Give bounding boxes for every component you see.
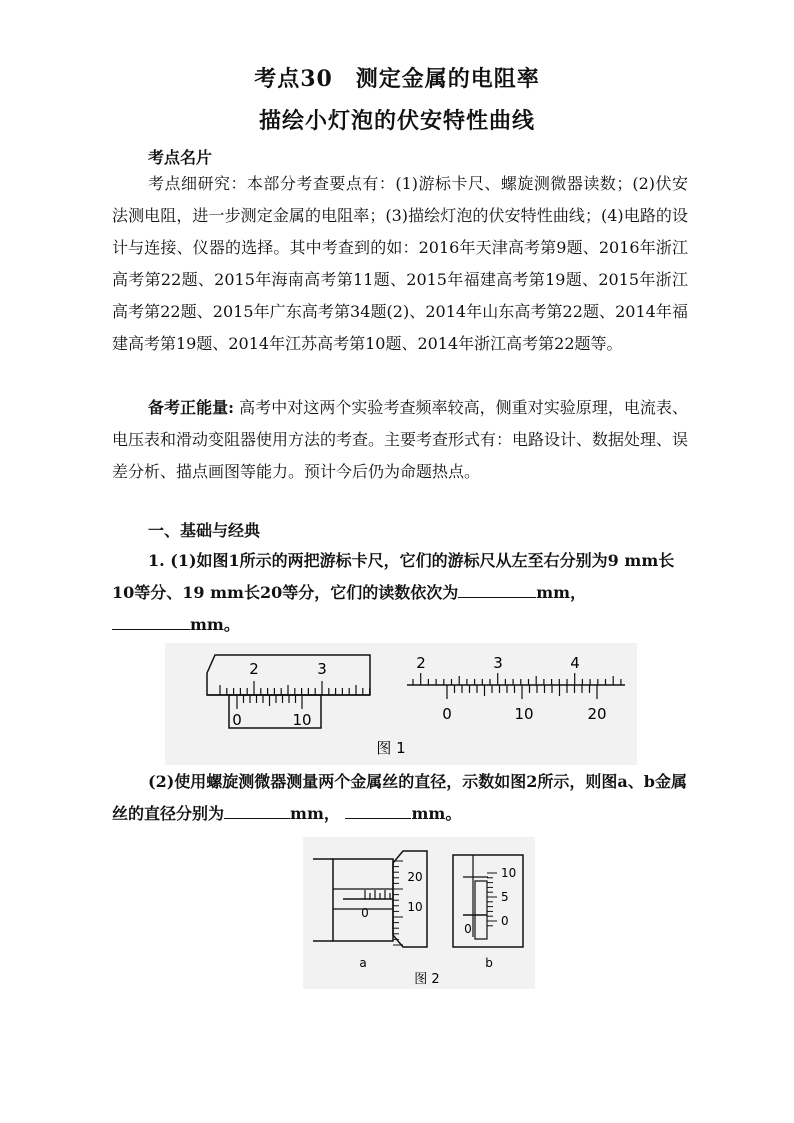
left-main-label: 3	[317, 660, 327, 678]
section-label: 考点名片	[148, 148, 213, 167]
micrometer-diagram	[303, 837, 535, 989]
question-1	[112, 545, 692, 641]
question-2	[112, 766, 692, 830]
answer-blank-1[interactable]	[458, 583, 536, 598]
prep-paragraph	[112, 392, 688, 488]
title-line-2: 描绘小灯泡的伏安特性曲线	[258, 108, 535, 134]
answer-blank-4[interactable]	[345, 804, 411, 819]
figure-1	[165, 643, 637, 765]
q1-end: mm。	[190, 615, 240, 634]
b-sleeve-label: 0	[464, 922, 472, 936]
a-sleeve-label: 0	[361, 906, 369, 920]
right-caliper	[407, 654, 625, 723]
micrometer-a	[313, 851, 427, 970]
answer-blank-2[interactable]	[112, 615, 190, 630]
figure-2	[303, 837, 535, 989]
right-vernier-label: 0	[442, 705, 452, 723]
label-a: a	[359, 956, 367, 970]
right-vernier-label: 10	[514, 705, 534, 723]
label-b: b	[485, 956, 493, 970]
q2-text: (2)使用螺旋测微器测量两个金属丝的直径，示数如图2所示，则图a、b金属丝的直径分别为	[112, 772, 687, 823]
right-main-label: 3	[493, 654, 503, 672]
a-thimble-label: 20	[407, 870, 423, 884]
section-heading: 一、基础与经典	[148, 521, 261, 540]
title-line-1: 考点30 测定金属的电阻率	[254, 66, 540, 92]
left-vernier-label: 0	[232, 711, 242, 729]
q1-mid: mm，	[536, 583, 587, 602]
right-main-label: 4	[570, 654, 580, 672]
overview-paragraph: 考点细研究：本部分考查要点有：(1)游标卡尺、螺旋测微器读数；(2)伏安法测电阻，进一步测定金属的电阻率；(3)描绘灯泡的伏安特性曲线；(4)电路的设计与连接、仪器的选择。其中考查到的如：2016年天津高考第9题、2016年浙江高考第22题、2015年海南高考第11题、2015年福建高考第19题、2015年浙江高考第22题、2015年广东高考第34题(2)、2014年山东高考第22题、2014年福建高考第19题、2014年江苏高考第10题、2014年浙江高考第22题等。	[112, 174, 688, 353]
figure-1-caption: 图 1	[376, 739, 406, 757]
b-thimble-label: 5	[501, 890, 509, 904]
b-thimble-label: 10	[501, 866, 517, 880]
left-main-label: 2	[249, 660, 259, 678]
prep-lead: 备考正能量:	[148, 398, 235, 417]
answer-blank-3[interactable]	[224, 804, 290, 819]
right-vernier-label: 20	[587, 705, 607, 723]
q2-end: mm。	[411, 804, 462, 823]
figure-2-caption: 图 2	[414, 972, 440, 987]
right-main-label: 2	[416, 654, 426, 672]
b-thimble-label: 0	[501, 914, 509, 928]
left-caliper	[207, 655, 370, 729]
q2-mid: mm，	[290, 804, 340, 823]
left-vernier-label: 10	[292, 711, 312, 729]
q1-text: 1. (1)如图1所示的两把游标卡尺，它们的游标尺从左至右分别为9 mm长10等分、19 mm长20等分，它们的读数依次为	[112, 551, 675, 602]
a-thimble-label: 10	[407, 900, 423, 914]
prep-body: 高考中对这两个实验考查频率较高，侧重对实验原理，电流表、电压表和滑动变阻器使用方法的考查。主要考查形式有：电路设计、数据处理、误差分析、描点画图等能力。预计今后仍为命题热点。	[112, 398, 689, 481]
micrometer-b	[453, 855, 523, 970]
vernier-calipers-diagram	[165, 643, 637, 765]
